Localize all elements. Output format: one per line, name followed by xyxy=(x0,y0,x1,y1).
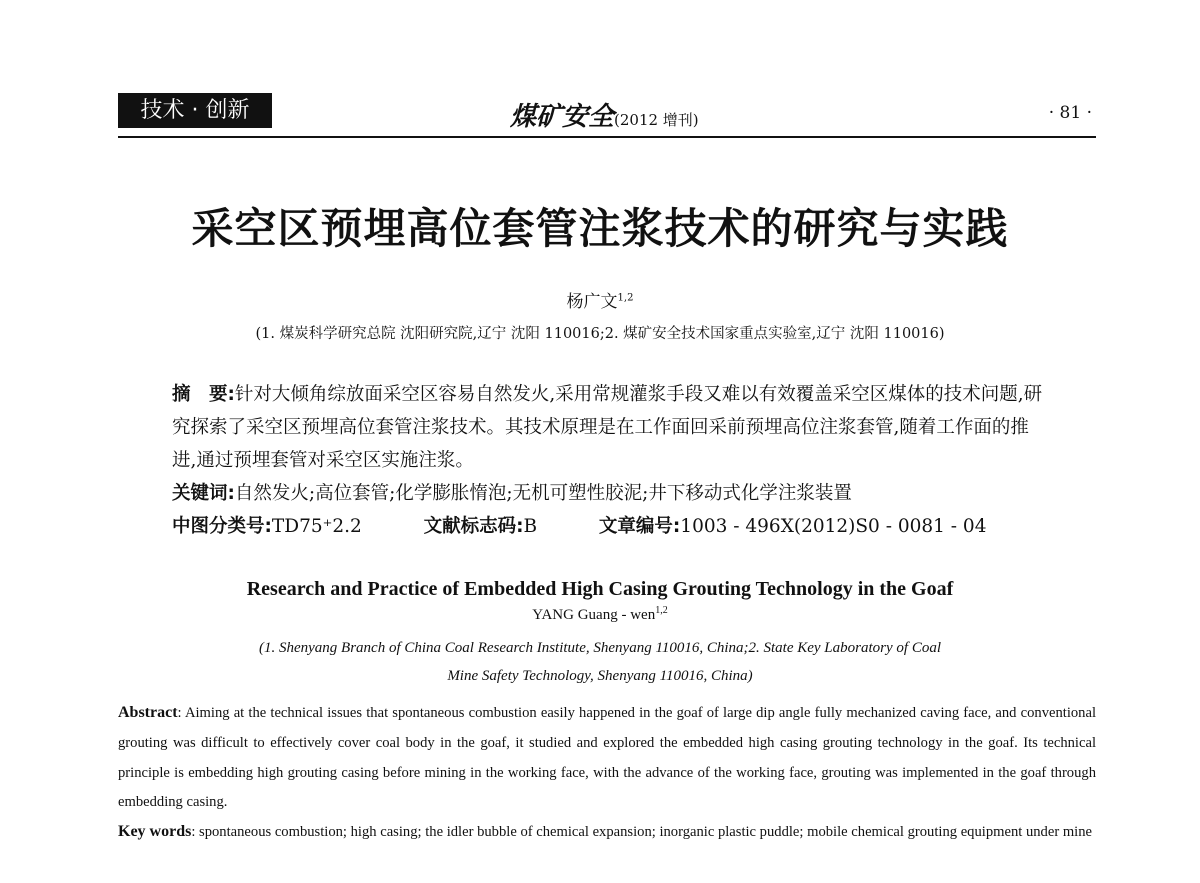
author-sup: 1,2 xyxy=(617,292,634,304)
page-number: · 81 · xyxy=(1048,103,1092,123)
doc-code-label: 文献标志码: xyxy=(423,516,524,537)
abstract-cn xyxy=(172,378,1052,477)
journal-issue: (2012 增刊) xyxy=(614,111,699,129)
en-title: Research and Practice of Embedded High Casing Grouting Technology in the Goaf xyxy=(246,578,954,600)
keywords-cn xyxy=(172,477,1052,510)
header-rule xyxy=(118,136,1096,138)
en-abstract-label: Abstract xyxy=(118,704,178,721)
author xyxy=(0,287,1200,312)
journal-logo: 煤矿安全 xyxy=(510,102,615,132)
classification xyxy=(172,510,1072,543)
en-keywords-text: : spontaneous combustion; high casing; the idler bubble of chemical expansion; inorganic plastic puddle; mobile chemical grouting equipment under mine xyxy=(191,824,1093,840)
clc-value: TD75⁺2.2 xyxy=(271,516,362,537)
article-no-value: 1003 - 496X(2012)S0 - 0081 - 04 xyxy=(680,516,987,537)
article-no-label: 文章编号: xyxy=(598,516,681,537)
abstract-cn-text: 针对大倾角综放面采空区容易自然发火,采用常规灌浆手段又难以有效覆盖采空区煤体的技术问题,研究探索了采空区预埋高位套管注浆技术。其技术原理是在工作面回采前预埋高位注浆套管,随着工作面的推进,通过预埋套管对采空区实施注浆。 xyxy=(172,384,1043,471)
en-author xyxy=(0,605,1200,624)
en-affiliation-2: Mine Safety Technology, Shenyang 110016, China) xyxy=(447,668,753,684)
en-keywords xyxy=(118,817,1096,848)
paper-title: 采空区预埋高位套管注浆技术的研究与实践 xyxy=(191,204,1009,253)
keywords-cn-text: 自然发火;高位套管;化学膨胀惰泡;无机可塑性胶泥;井下移动式化学注浆装置 xyxy=(234,483,852,504)
en-abstract-text: : Aiming at the technical issues that spontaneous combustion easily happened in the goaf of large dip angle fully mechanized caving face, and conventional grouting was difficult to effectively cover coal body in the goaf, it studied and explored the embedded high casing grouting technology in the goaf. Its technical principle is embedding high grouting casing before mining in the working face, with the advance of the working face, grouting was implemented in the goaf through embedding casing. xyxy=(118,705,1096,811)
en-keywords-label: Key words xyxy=(118,823,192,840)
journal-name xyxy=(510,96,699,133)
keywords-cn-label: 关键词: xyxy=(172,483,235,504)
author-name: 杨广文 xyxy=(566,292,618,312)
en-author-sup: 1,2 xyxy=(655,605,668,616)
en-abstract xyxy=(118,698,1096,818)
clc-label: 中图分类号: xyxy=(172,516,272,537)
en-author-name: YANG Guang - wen xyxy=(532,607,656,623)
abstract-cn-label: 摘 要: xyxy=(172,384,235,405)
section-tag: 技术 · 创新 xyxy=(118,93,272,128)
en-affiliation-1: (1. Shenyang Branch of China Coal Research Institute, Shenyang 110016, China;2. State Key Laboratory of Coal xyxy=(258,640,941,656)
affiliation: (1. 煤炭科学研究总院 沈阳研究院,辽宁 沈阳 110016;2. 煤矿安全技术国家重点实验室,辽宁 沈阳 110016) xyxy=(255,326,945,342)
doc-code-value: B xyxy=(523,516,538,537)
